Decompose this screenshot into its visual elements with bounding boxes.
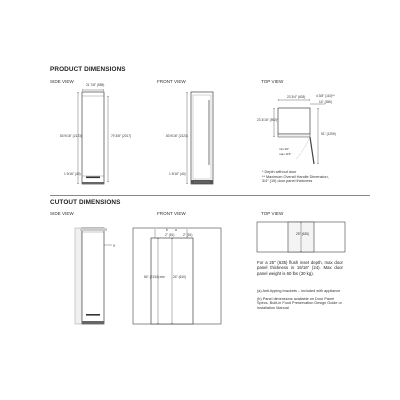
cutout-side-logo-plate (86, 314, 100, 316)
note-handle: ** Maximum Overall Handle Dimension, (262, 174, 329, 179)
front-height-label: 83 9/16" (2123) (166, 134, 188, 138)
footnote-b: (b) Panel dimensions available on Door Panel Specs, Built-in Food Preservation Design Guide or Installation Manual (257, 296, 342, 310)
product-top-view-drawing (257, 94, 336, 164)
cutout-dimensions-heading: CUTOUT DIMENSIONS (50, 199, 121, 206)
front-base-label: 1 9/16" (40) (169, 172, 186, 176)
top-depth-label: 14" (356) (319, 100, 333, 104)
top-left-depth-label: 23 3/16" (592)* (257, 118, 279, 122)
cutout-top-view-drawing (257, 222, 345, 252)
cutout-front-view-title: FRONT VIEW (157, 211, 186, 216)
cutout-front-right-top: 2" (51) (183, 233, 193, 237)
product-side-view-drawing (60, 83, 131, 184)
cutout-front-height-label: 84" (2134) min (144, 275, 165, 279)
cutout-front-left-top: 2" (51) (165, 233, 175, 237)
side-inner-height-label: 79 3/8" (2017) (111, 134, 132, 138)
top-angle-min: min 90° (279, 147, 290, 151)
cutout-front-view-drawing (133, 228, 221, 324)
product-notes (262, 170, 372, 184)
cutout-top-depth-label: 25" (635) (296, 232, 310, 236)
product-front-view-drawing (166, 92, 213, 184)
cutout-front-width-label: 24" (610) (173, 275, 187, 279)
cutout-top-view-title: TOP VIEW (261, 211, 284, 216)
product-front-view-title: FRONT VIEW (157, 79, 186, 84)
note-depth: * Depth without door (262, 170, 297, 174)
top-handle-label: 4 3/8" (110)** (316, 94, 335, 98)
cutout-side-view-title: SIDE VIEW (50, 211, 74, 216)
product-top-view-title: TOP VIEW (261, 79, 284, 84)
footnote-a: (a) Anti-tipping brackets – included with appliance (257, 289, 341, 293)
note-door: 3/4" (19) door panel thickness (262, 179, 313, 184)
side-base-label: 1 9/16" (40) (64, 172, 81, 176)
cutout-flush-inset-paragraph: For a 25" (635) flush inset depth, max door panel thickness is 19/16" (24). Max door panel weight is 60 lbs (30 kg). (257, 260, 343, 276)
cutout-side-view-drawing (75, 228, 115, 324)
side-logo-plate (86, 177, 100, 179)
side-height-label: 83 9/16" (2123) (60, 134, 82, 138)
top-angle-max: max 115° (279, 152, 292, 156)
top-width-label: 23 3/4" (603) (287, 95, 306, 99)
product-dimensions-heading: PRODUCT DIMENSIONS (50, 66, 126, 73)
product-side-view-title: SIDE VIEW (50, 79, 74, 84)
top-open-door (310, 137, 314, 164)
cutout-front-marker-a: a (175, 228, 177, 232)
cutout-footnotes (257, 289, 343, 310)
cutout-side-marker-a: a (113, 243, 115, 248)
cutout-front-marker-b: b (166, 228, 168, 232)
side-top-width-label: 21 7/8" (555) (86, 83, 105, 87)
top-swing-label: 51" (1295) (321, 132, 336, 136)
